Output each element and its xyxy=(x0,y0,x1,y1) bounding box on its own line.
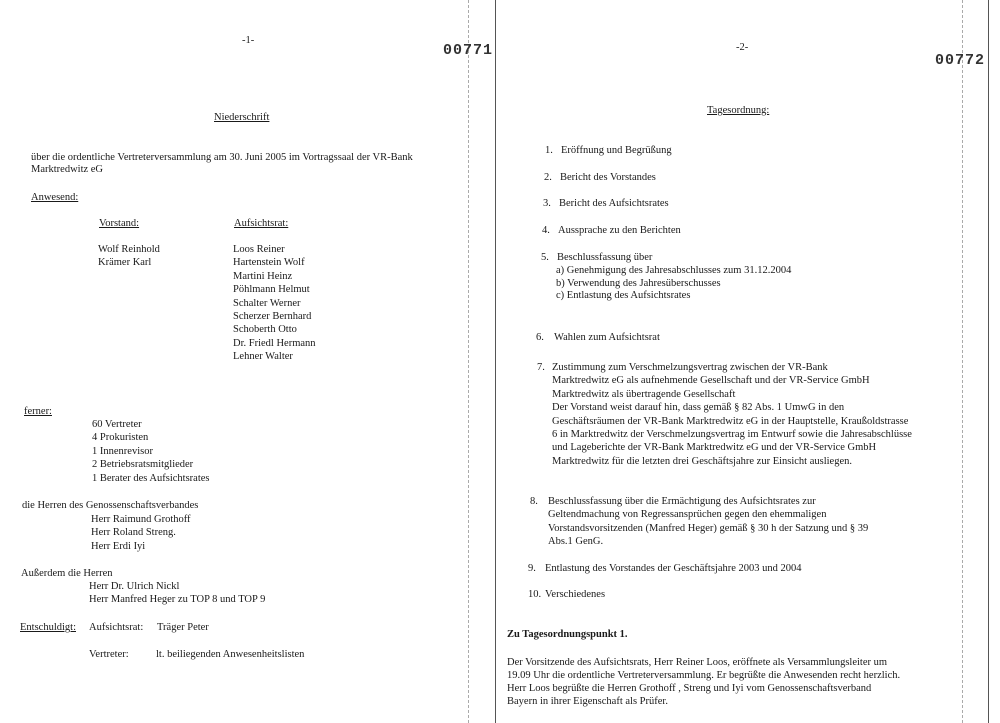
agenda-item-text: Vorstandsvorsitzenden (Manfred Heger) gemäß § 30 h der Satzung und § 39 xyxy=(548,522,869,534)
agenda-item-text: Marktredwitz für die letzten drei Geschäftsjahre zur Einsicht ausliegen. xyxy=(552,455,853,467)
supervisory-label: Aufsichtsrat: xyxy=(234,218,289,229)
present-label: Anwesend: xyxy=(31,192,79,203)
board-member: Krämer Karl xyxy=(98,257,152,269)
guest: Herr Dr. Ulrich Nickl xyxy=(89,581,180,592)
agenda-item-text: Aussprache zu den Berichten xyxy=(558,225,681,236)
further-list xyxy=(92,418,210,485)
supervisory-member: Lehner Walter xyxy=(233,351,293,363)
page-number: -1- xyxy=(242,35,255,46)
agenda-item-text: 6 in Marktredwitz der Verschmelzungsvertrag im Entwurf sowie die Jahresabschlüsse xyxy=(552,429,912,440)
section-heading: Zu Tagesordnungspunkt 1. xyxy=(507,629,628,640)
association-list xyxy=(91,513,191,553)
board-member: Wolf Reinhold xyxy=(98,244,160,255)
page-edge xyxy=(988,0,989,723)
agenda-item-number: 6. xyxy=(536,332,544,343)
agenda-item-text: a) Genehmigung des Jahresabschlusses zum 31.12.2004 xyxy=(556,264,792,276)
agenda-item-number: 5. xyxy=(541,252,549,263)
agenda-item-number: 3. xyxy=(543,198,551,209)
supervisory-member: Scherzer Bernhard xyxy=(233,311,312,323)
page-title: Niederschrift xyxy=(214,112,270,123)
intro-line: Marktredwitz eG xyxy=(31,164,104,175)
attendee-group: 2 Betriebsratsmitglieder xyxy=(92,459,194,471)
agenda-item-number: 7. xyxy=(537,362,545,373)
attendee-group: 60 Vertreter xyxy=(92,419,142,430)
agenda-item-text: und Lageberichte der VR-Bank Marktredwitz eG und der VR-Service GmbH xyxy=(552,442,877,454)
agenda-item-text: Zustimmung zum Verschmelzungsvertrag zwischen der VR-Bank xyxy=(552,362,828,373)
section-text xyxy=(507,656,900,708)
agenda-item-number: 8. xyxy=(530,496,538,507)
supervisory-member: Pöhlmann Helmut xyxy=(233,284,310,296)
agenda-item-text: Bericht des Aufsichtsrates xyxy=(559,198,669,209)
association-label: die Herren des Genossenschaftsverbandes xyxy=(22,500,199,511)
intro-line: über die ordentliche Vertreterversammlung am 30. Juni 2005 im Vortragssaal der VR-Bank xyxy=(31,152,413,163)
supervisory-member: Loos Reiner xyxy=(233,244,285,255)
agenda-item-number: 9. xyxy=(528,563,536,574)
page-divider xyxy=(495,0,496,723)
agenda-item-text: c) Entlastung des Aufsichtsrates xyxy=(556,290,691,302)
agenda-item-text: Verschiedenes xyxy=(545,589,606,600)
agenda-item-text: Marktredwitz als übertragende Gesellschaft xyxy=(552,388,736,400)
agenda-item-text: Marktredwitz eG als aufnehmende Gesellschaft und der VR-Service GmbH xyxy=(552,375,870,387)
excused-label: Entschuldigt: xyxy=(20,622,76,633)
attendee-group: 1 Berater des Aufsichtsrates xyxy=(92,472,210,484)
also-label: Außerdem die Herren xyxy=(21,568,113,579)
excused-supervisory-label: Aufsichtsrat: xyxy=(89,622,144,633)
also-list xyxy=(89,580,265,607)
agenda-item-text: Eröffnung und Begrüßung xyxy=(561,145,672,156)
guest: Herr Manfred Heger zu TOP 8 und TOP 9 xyxy=(89,594,266,606)
paragraph-line: Bayern in ihrer Eigenschaft als Prüfer. xyxy=(507,696,668,707)
supervisory-member: Dr. Friedl Hermann xyxy=(233,337,316,349)
paragraph-line: 19.09 Uhr die ordentliche Vertreterversammlung. Er begrüßte die Anwesenden recht herzlich. xyxy=(507,670,901,681)
attendee-group: 1 Innenrevisor xyxy=(92,445,153,457)
further-label: ferner: xyxy=(24,406,52,417)
agenda-item-text: Abs.1 GenG. xyxy=(548,536,604,548)
association-member: Herr Erdi Iyi xyxy=(91,540,146,552)
document-stamp: 00771 xyxy=(443,42,494,59)
association-member: Herr Raimund Grothoff xyxy=(91,514,191,525)
document-stamp: 00772 xyxy=(935,52,986,69)
board-list xyxy=(98,243,160,270)
excused-supervisory: Träger Peter xyxy=(157,622,209,633)
agenda-item-number: 1. xyxy=(545,145,553,156)
supervisory-member: Schoberth Otto xyxy=(233,324,297,336)
agenda-item-text: Beschlussfassung über xyxy=(557,252,653,263)
board-label: Vorstand: xyxy=(99,218,140,229)
agenda-title: Tagesordnung: xyxy=(707,105,770,116)
supervisory-member: Schalter Werner xyxy=(233,297,301,309)
agenda-item-text: Wahlen zum Aufsichtsrat xyxy=(554,332,660,343)
agenda-item-text: Geltendmachung von Regressansprüchen gegen den ehemmaligen xyxy=(548,509,827,521)
agenda-item-number: 2. xyxy=(544,172,552,183)
association-member: Herr Roland Streng. xyxy=(91,527,176,539)
agenda-item-text: Geschäftsräumen der VR-Bank Marktredwitz eG in der Hauptstelle, Kraußoldstrasse xyxy=(552,415,909,427)
scan-artifact-line xyxy=(468,0,469,723)
supervisory-member: Hartenstein Wolf xyxy=(233,257,305,269)
agenda-item-text: Entlastung des Vorstandes der Geschäftsjahre 2003 und 2004 xyxy=(545,563,802,574)
agenda-item-text: Der Vorstand weist darauf hin, dass gemäß § 82 Abs. 1 UmwG in den xyxy=(552,402,845,414)
agenda-item-text: b) Verwendung des Jahresüberschusses xyxy=(556,277,721,289)
scan-artifact-line xyxy=(962,0,963,723)
agenda-item-number: 10. xyxy=(528,589,542,600)
agenda-item-text: Bericht des Vorstandes xyxy=(560,172,656,183)
paragraph-line: Herr Loos begrüßte die Herren Grothoff , Streng und Iyi vom Genossenschaftsverband xyxy=(507,683,872,694)
page-number: -2- xyxy=(736,42,749,53)
paragraph-line: Der Vorsitzende des Aufsichtsrats, Herr Reiner Loos, eröffnete als Versammlungsleiter um xyxy=(507,657,888,668)
agenda-item-number: 4. xyxy=(542,225,550,236)
supervisory-member: Martini Heinz xyxy=(233,270,293,282)
agenda-item-text: Beschlussfassung über die Ermächtigung des Aufsichtsrates zur xyxy=(548,496,816,507)
supervisory-list xyxy=(233,243,316,364)
excused-representatives-label: Vertreter: xyxy=(89,649,129,660)
excused-representatives: lt. beiliegenden Anwesenheitslisten xyxy=(156,649,305,660)
attendee-group: 4 Prokuristen xyxy=(92,432,149,444)
